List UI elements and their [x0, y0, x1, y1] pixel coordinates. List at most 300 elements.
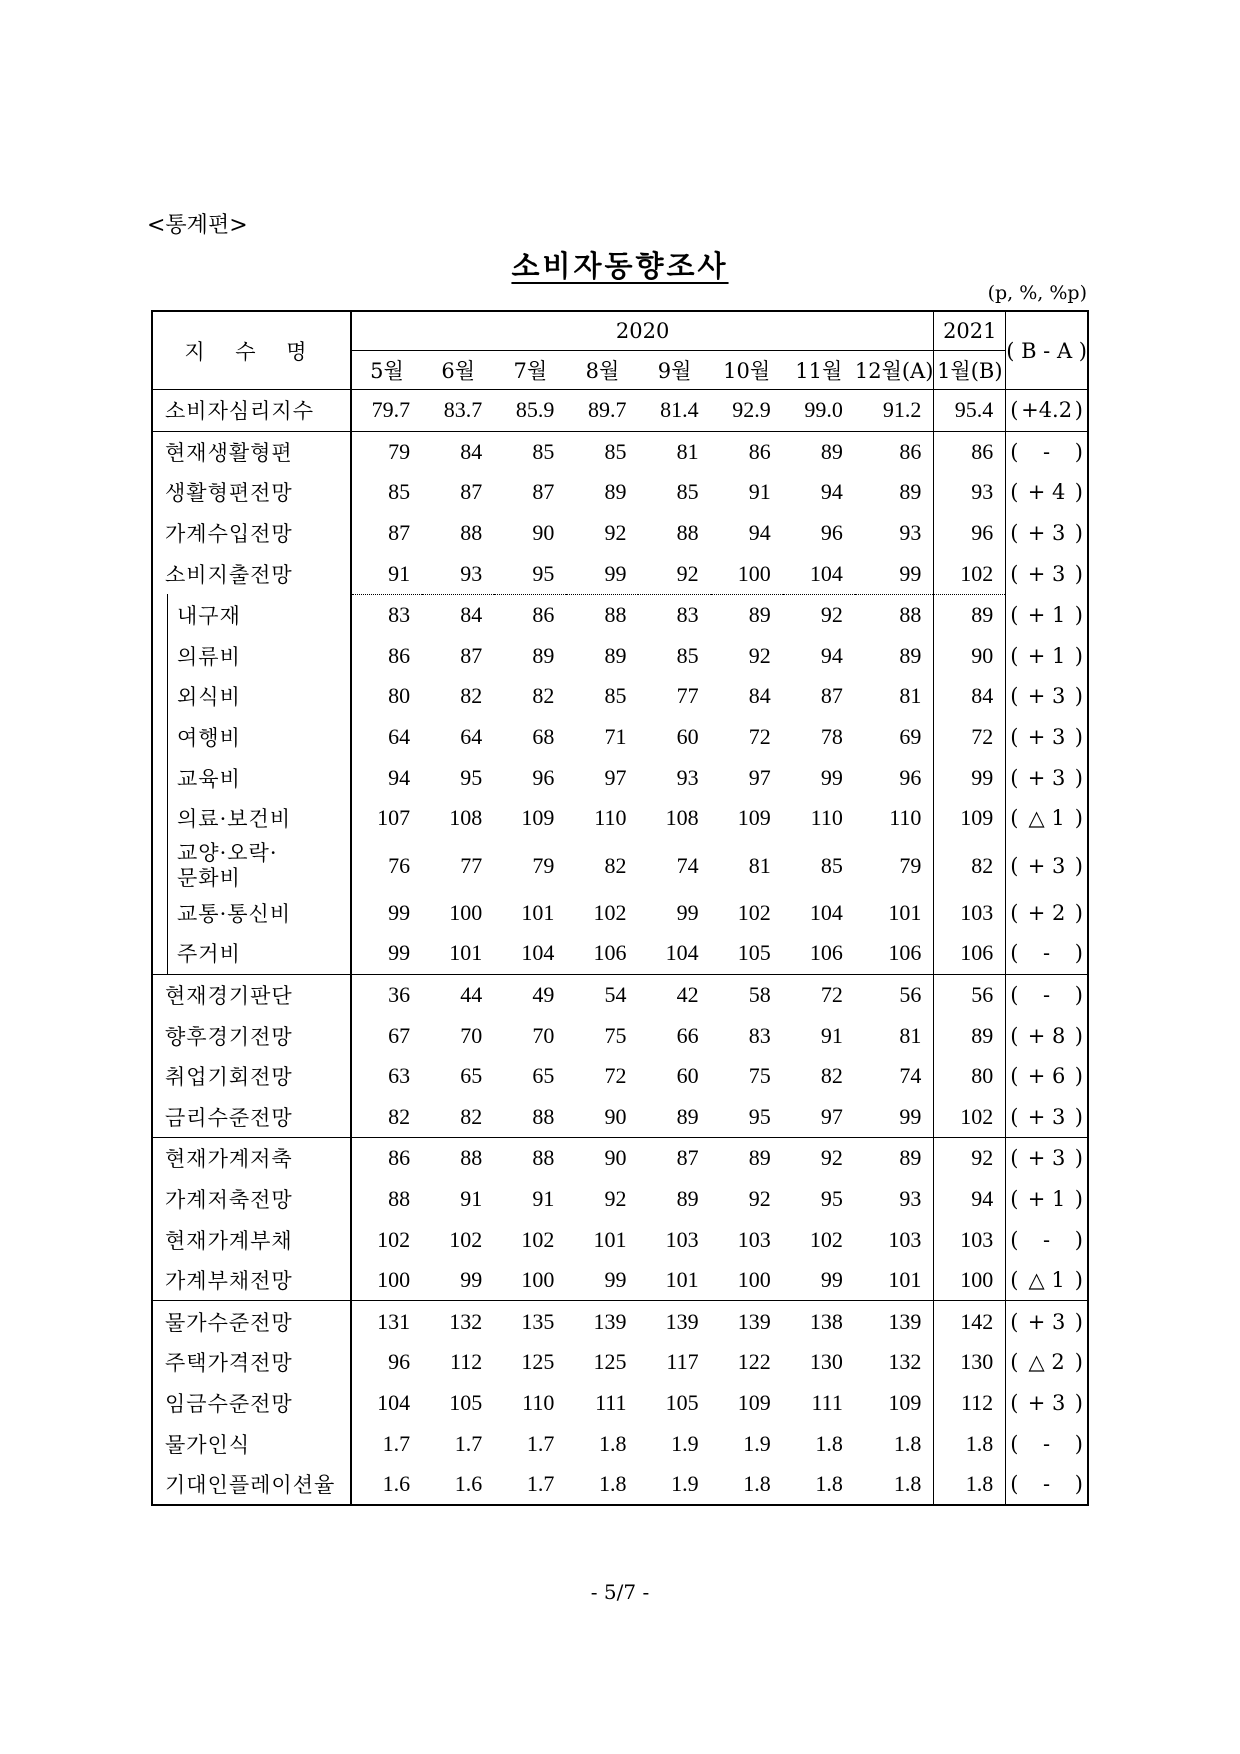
row-label: 향후경기전망 — [152, 1015, 351, 1056]
cell-value: 109 — [737, 1389, 771, 1415]
cell-value: 81.4 — [638, 390, 710, 432]
table-row — [152, 636, 1088, 677]
cell-change — [1006, 839, 1088, 893]
cell-value: 79 — [899, 852, 922, 878]
paren-close: ) — [1074, 561, 1083, 586]
table-row — [152, 717, 1088, 758]
paren-close: ) — [1074, 439, 1083, 464]
paren-close: ) — [1074, 1064, 1083, 1089]
change-value: - — [1043, 1472, 1051, 1497]
paren-close: ) — [1074, 983, 1083, 1008]
cell-value: 85 — [566, 431, 638, 472]
row-label: 현재가계부채 — [152, 1219, 351, 1260]
cell-value: 101 — [521, 899, 555, 925]
row-label: 물가수준전망 — [152, 1301, 351, 1342]
cell-value: 109 — [888, 1389, 922, 1415]
cell-value: 102 — [934, 1097, 1006, 1138]
cell-value: 77 — [676, 683, 699, 709]
cell-value: 101 — [888, 1267, 922, 1293]
cell-value: 1.7 — [526, 1430, 555, 1456]
paren-close: ) — [1074, 1472, 1083, 1497]
cell-value: 94 — [820, 479, 843, 505]
paren-open: ( — [1010, 1146, 1019, 1171]
cell-value: 1.9 — [743, 1430, 771, 1456]
cell-value: 85 — [820, 852, 843, 878]
cell-value: 92 — [783, 1138, 855, 1179]
cell-value: 99 — [604, 1267, 627, 1293]
cell-value: 89 — [604, 479, 627, 505]
cell-change — [1006, 1464, 1088, 1506]
cell-value: 103 — [888, 1226, 922, 1252]
header-month: 11월 — [795, 359, 843, 383]
header-change-col: ( B - A ) — [1006, 311, 1088, 390]
cell-value: 89 — [676, 1185, 699, 1211]
cell-value: 99 — [820, 1267, 843, 1293]
table-row — [152, 594, 1088, 635]
cell-value: 75 — [748, 1063, 771, 1089]
cell-value: 96 — [388, 1349, 411, 1375]
cell-value: 1.8 — [934, 1423, 1006, 1464]
cell-value: 74 — [899, 1063, 922, 1089]
cell-value: 42 — [638, 974, 710, 1015]
cell-value: 94 — [388, 764, 411, 790]
cell-change — [1006, 472, 1088, 513]
row-label: 현재가계저축 — [152, 1138, 351, 1179]
cell-value: 58 — [711, 974, 783, 1015]
cell-value: 102 — [593, 899, 627, 925]
cell-value: 92 — [748, 642, 771, 668]
cell-change — [1006, 676, 1088, 717]
cell-value: 89 — [604, 642, 627, 668]
paren-open: ( — [1010, 1390, 1019, 1415]
section-label: <통계편> — [147, 213, 248, 238]
cell-value: 97 — [748, 764, 771, 790]
cell-value: 56 — [855, 974, 934, 1015]
table-row — [152, 1383, 1088, 1424]
cell-value: 89.7 — [566, 390, 638, 432]
change-value: + 1 — [1027, 603, 1066, 628]
cell-value: 96 — [532, 764, 555, 790]
cell-value: 89 — [855, 1138, 934, 1179]
change-value: +4.2 — [1021, 398, 1073, 423]
cell-value: 81 — [899, 1022, 922, 1048]
cell-value: 81 — [638, 431, 710, 472]
cell-value: 49 — [494, 974, 566, 1015]
cell-value: 91 — [820, 1022, 843, 1048]
row-label: 기대인플레이션율 — [152, 1464, 351, 1506]
change-value: + 3 — [1027, 561, 1066, 586]
row-label: 교통·통신비 — [152, 893, 351, 934]
change-value: + 3 — [1027, 1104, 1066, 1129]
cell-value: 72 — [748, 724, 771, 750]
cell-value: 91 — [532, 1185, 555, 1211]
row-label: 여행비 — [152, 717, 351, 758]
cell-value: 80 — [934, 1056, 1006, 1097]
cell-value: 94 — [748, 520, 771, 546]
cell-value: 96 — [820, 520, 843, 546]
change-value: + 6 — [1027, 1064, 1066, 1089]
row-label: 금리수준전망 — [152, 1097, 351, 1138]
cell-value: 100 — [377, 1267, 411, 1293]
cell-value: 91.2 — [855, 390, 934, 432]
cell-value: 104 — [809, 560, 843, 586]
cell-value: 83 — [351, 594, 422, 635]
cell-value: 102 — [934, 553, 1006, 594]
cell-value: 87 — [388, 520, 411, 546]
header-month: 6월 — [441, 359, 475, 383]
cell-value: 100 — [737, 1267, 771, 1293]
cell-value: 77 — [460, 852, 483, 878]
paren-open: ( — [1010, 1227, 1019, 1252]
cell-value: 125 — [593, 1349, 627, 1375]
cell-value: 86 — [351, 1138, 422, 1179]
cell-value: 36 — [351, 974, 422, 1015]
cell-value: 85 — [676, 642, 699, 668]
cell-value: 100 — [449, 899, 483, 925]
cell-value: 93 — [899, 1185, 922, 1211]
cell-change — [1006, 893, 1088, 934]
cell-value: 92 — [604, 520, 627, 546]
paren-close: ) — [1074, 765, 1083, 790]
cell-value: 103 — [737, 1226, 771, 1252]
paren-open: ( — [1010, 853, 1019, 878]
cell-change — [1006, 513, 1088, 554]
cell-value: 94 — [934, 1179, 1006, 1220]
paren-open: ( — [1010, 765, 1019, 790]
paren-open: ( — [1010, 1186, 1019, 1211]
cell-value: 93 — [934, 472, 1006, 513]
cell-value: 109 — [737, 805, 771, 831]
cell-value: 139 — [638, 1301, 710, 1342]
cell-value: 60 — [676, 1063, 699, 1089]
cell-value: 79 — [532, 852, 555, 878]
row-label: 물가인식 — [152, 1423, 351, 1464]
cell-value: 99 — [388, 899, 411, 925]
header-month: 7월 — [513, 359, 548, 383]
table-row — [152, 1015, 1088, 1056]
cell-value: 96 — [934, 513, 1006, 554]
row-label: 주거비 — [152, 933, 351, 974]
cell-change — [1006, 553, 1088, 594]
change-value: + 1 — [1027, 1186, 1066, 1211]
cell-value: 89 — [934, 594, 1006, 635]
cell-value: 103 — [665, 1226, 699, 1252]
cell-value: 111 — [595, 1389, 627, 1415]
cell-value: 65 — [532, 1063, 555, 1089]
cell-value: 84 — [422, 431, 494, 472]
cell-value: 92 — [783, 594, 855, 635]
cell-value: 93 — [676, 764, 699, 790]
cell-value: 87 — [532, 479, 555, 505]
cell-change — [1006, 933, 1088, 974]
cell-value: 90 — [934, 636, 1006, 677]
cell-value: 132 — [888, 1349, 922, 1375]
table-row — [152, 893, 1088, 934]
cell-value: 92 — [748, 1185, 771, 1211]
cell-value: 86 — [494, 594, 566, 635]
cell-value: 100 — [521, 1267, 555, 1293]
paren-open: ( — [1010, 1431, 1019, 1456]
cell-value: 44 — [422, 974, 494, 1015]
paren-open: ( — [1010, 983, 1019, 1008]
cell-value: 1.7 — [494, 1464, 566, 1506]
table-row — [152, 472, 1088, 513]
cell-value: 70 — [532, 1022, 555, 1048]
cell-value: 89 — [934, 1015, 1006, 1056]
cell-value: 82 — [934, 839, 1006, 893]
table-row — [152, 839, 1088, 893]
cell-value: 100 — [934, 1260, 1006, 1301]
cell-value: 79.7 — [351, 390, 422, 432]
cell-value: 142 — [934, 1301, 1006, 1342]
cell-value: 102 — [521, 1226, 555, 1252]
cell-value: 85.9 — [494, 390, 566, 432]
cell-value: 79 — [351, 431, 422, 472]
paren-close: ) — [1074, 1227, 1083, 1252]
paren-close: ) — [1074, 806, 1083, 831]
cell-value: 85 — [388, 479, 411, 505]
cell-value: 90 — [532, 520, 555, 546]
cell-value: 112 — [450, 1349, 483, 1375]
cell-value: 81 — [899, 683, 922, 709]
paren-close: ) — [1074, 853, 1083, 878]
row-label: 소비지출전망 — [152, 553, 351, 594]
cell-value: 106 — [934, 933, 1006, 974]
cell-value: 108 — [449, 805, 483, 831]
paren-close: ) — [1074, 398, 1083, 423]
cell-value: 82 — [460, 683, 483, 709]
page-number: - 5/7 - — [590, 1580, 650, 1604]
cell-change — [1006, 1219, 1088, 1260]
cell-value: 1.6 — [422, 1464, 494, 1506]
cell-value: 99 — [676, 899, 699, 925]
cell-value: 70 — [460, 1022, 483, 1048]
cell-change — [1006, 717, 1088, 758]
row-label: 취업기회전망 — [152, 1056, 351, 1097]
cell-value: 92 — [676, 560, 699, 586]
row-label: 가계저축전망 — [152, 1179, 351, 1220]
cell-value: 72 — [783, 974, 855, 1015]
cell-value: 106 — [888, 940, 922, 966]
cell-value: 87 — [460, 479, 483, 505]
cell-value: 1.8 — [934, 1464, 1006, 1506]
cell-value: 104 — [521, 940, 555, 966]
cell-change — [1006, 390, 1088, 432]
table-row — [152, 798, 1088, 839]
cell-value: 99 — [604, 560, 627, 586]
change-value: + 3 — [1027, 725, 1066, 750]
table-row — [152, 1138, 1088, 1179]
cell-value: 63 — [388, 1063, 411, 1089]
cell-value: 95.4 — [934, 390, 1006, 432]
paren-close: ) — [1074, 1309, 1083, 1334]
paren-open: ( — [1010, 1268, 1019, 1293]
row-label: 외식비 — [152, 676, 351, 717]
cell-value: 90 — [566, 1138, 638, 1179]
paren-close: ) — [1074, 1390, 1083, 1415]
cell-value: 1.8 — [783, 1464, 855, 1506]
table-row — [152, 431, 1088, 472]
cell-value: 102 — [809, 1226, 843, 1252]
change-value: + 3 — [1027, 853, 1066, 878]
cell-value: 93 — [460, 560, 483, 586]
paren-open: ( — [1010, 1023, 1019, 1048]
change-value: △ 2 — [1028, 1350, 1065, 1375]
cell-value: 111 — [811, 1389, 843, 1415]
cell-value: 87 — [638, 1138, 710, 1179]
change-value: + 2 — [1027, 900, 1066, 925]
cell-value: 89 — [899, 479, 922, 505]
cell-value: 1.8 — [711, 1464, 783, 1506]
cell-value: 89 — [532, 642, 555, 668]
cell-value: 139 — [855, 1301, 934, 1342]
change-value: + 8 — [1027, 1023, 1066, 1048]
cell-value: 88 — [494, 1138, 566, 1179]
cell-value: 88 — [566, 594, 638, 635]
paren-open: ( — [1010, 561, 1019, 586]
cell-value: 94 — [820, 642, 843, 668]
paren-open: ( — [1010, 684, 1019, 709]
cell-value: 92.9 — [711, 390, 783, 432]
paren-close: ) — [1074, 1104, 1083, 1129]
paren-close: ) — [1074, 1350, 1083, 1375]
cell-value: 1.8 — [815, 1430, 843, 1456]
cell-value: 131 — [351, 1301, 422, 1342]
cell-value: 86 — [388, 642, 411, 668]
paren-open: ( — [1010, 643, 1019, 668]
paren-open: ( — [1010, 806, 1019, 831]
change-value: - — [1043, 1431, 1051, 1456]
table-row — [152, 1260, 1088, 1301]
row-label: 내구재 — [152, 594, 351, 635]
cell-value: 78 — [820, 724, 843, 750]
paren-open: ( — [1010, 439, 1019, 464]
cell-value: 105 — [449, 1389, 483, 1415]
cell-value: 80 — [388, 683, 411, 709]
cell-value: 88 — [388, 1185, 411, 1211]
cell-value: 105 — [737, 940, 771, 966]
cell-change — [1006, 1301, 1088, 1342]
cell-value: 1.8 — [893, 1430, 922, 1456]
table-row — [152, 513, 1088, 554]
paren-open: ( — [1010, 941, 1019, 966]
cell-value: 96 — [899, 764, 922, 790]
cell-change — [1006, 1138, 1088, 1179]
cell-value: 109 — [934, 798, 1006, 839]
cell-value: 130 — [809, 1349, 843, 1375]
cell-value: 74 — [676, 852, 699, 878]
cell-value: 102 — [377, 1226, 411, 1252]
cell-value: 91 — [388, 560, 411, 586]
cell-value: 108 — [665, 805, 699, 831]
cell-value: 88 — [855, 594, 934, 635]
change-value: △ 1 — [1028, 1268, 1065, 1293]
cell-value: 95 — [748, 1103, 771, 1129]
cell-value: 103 — [934, 1219, 1006, 1260]
change-value: + 3 — [1027, 521, 1066, 546]
change-value: + 4 — [1027, 480, 1066, 505]
cell-value: 138 — [783, 1301, 855, 1342]
cell-value: 99 — [820, 764, 843, 790]
cell-value: 1.7 — [454, 1430, 483, 1456]
cell-value: 60 — [676, 724, 699, 750]
cell-value: 68 — [532, 724, 555, 750]
cell-value: 139 — [711, 1301, 783, 1342]
header-year-2020: 2020 — [351, 311, 934, 351]
cell-value: 109 — [521, 805, 555, 831]
header-month: 9월 — [657, 359, 692, 383]
cell-value: 76 — [388, 852, 411, 878]
header-month: 1월(B) — [934, 351, 1006, 390]
paren-close: ) — [1074, 1023, 1083, 1048]
cell-value: 64 — [388, 724, 411, 750]
cell-value: 107 — [377, 805, 411, 831]
table-row — [152, 390, 1088, 432]
cell-value: 97 — [604, 764, 627, 790]
paren-close: ) — [1074, 521, 1083, 546]
row-label: 소비자심리지수 — [152, 390, 351, 432]
cell-value: 89 — [899, 642, 922, 668]
cell-value: 1.8 — [566, 1464, 638, 1506]
cell-change — [1006, 1383, 1088, 1424]
cell-change — [1006, 798, 1088, 839]
cell-value: 106 — [593, 940, 627, 966]
cell-value: 100 — [737, 560, 771, 586]
cell-value: 95 — [820, 1185, 843, 1211]
cell-value: 99 — [388, 940, 411, 966]
cell-value: 54 — [566, 974, 638, 1015]
cell-value: 86 — [934, 431, 1006, 472]
paren-close: ) — [1074, 1268, 1083, 1293]
paren-close: ) — [1074, 643, 1083, 668]
cell-value: 83 — [748, 1022, 771, 1048]
cell-value: 95 — [460, 764, 483, 790]
row-label: 교육비 — [152, 757, 351, 798]
row-label: 임금수준전망 — [152, 1383, 351, 1424]
table-row — [152, 553, 1088, 594]
table-row — [152, 974, 1088, 1015]
table-row — [152, 1423, 1088, 1464]
row-label-line1: 교양·오락· — [177, 840, 278, 865]
cell-value: 132 — [422, 1301, 494, 1342]
change-value: + 1 — [1027, 643, 1066, 668]
cell-value: 88 — [422, 1138, 494, 1179]
cell-change — [1006, 1179, 1088, 1220]
cell-change — [1006, 594, 1088, 635]
cell-value: 83.7 — [422, 390, 494, 432]
cell-value: 135 — [494, 1301, 566, 1342]
paren-close: ) — [1074, 725, 1083, 750]
row-label: 가계수입전망 — [152, 513, 351, 554]
cell-value: 86 — [855, 431, 934, 472]
paren-open: ( — [1010, 398, 1019, 423]
cell-change — [1006, 974, 1088, 1015]
header-month: 12월(A) — [854, 359, 934, 383]
cell-value: 110 — [889, 805, 922, 831]
cell-value: 97 — [820, 1103, 843, 1129]
cell-value: 82 — [532, 683, 555, 709]
cell-value: 99 — [934, 757, 1006, 798]
cell-value: 67 — [388, 1022, 411, 1048]
paren-open: ( — [1010, 480, 1019, 505]
table-row — [152, 933, 1088, 974]
cell-value: 101 — [888, 899, 922, 925]
cell-value: 85 — [494, 431, 566, 472]
cell-value: 117 — [666, 1349, 699, 1375]
header-month: 8월 — [585, 359, 620, 383]
consumer-survey-table — [151, 310, 1089, 1506]
paren-close: ) — [1074, 603, 1083, 628]
